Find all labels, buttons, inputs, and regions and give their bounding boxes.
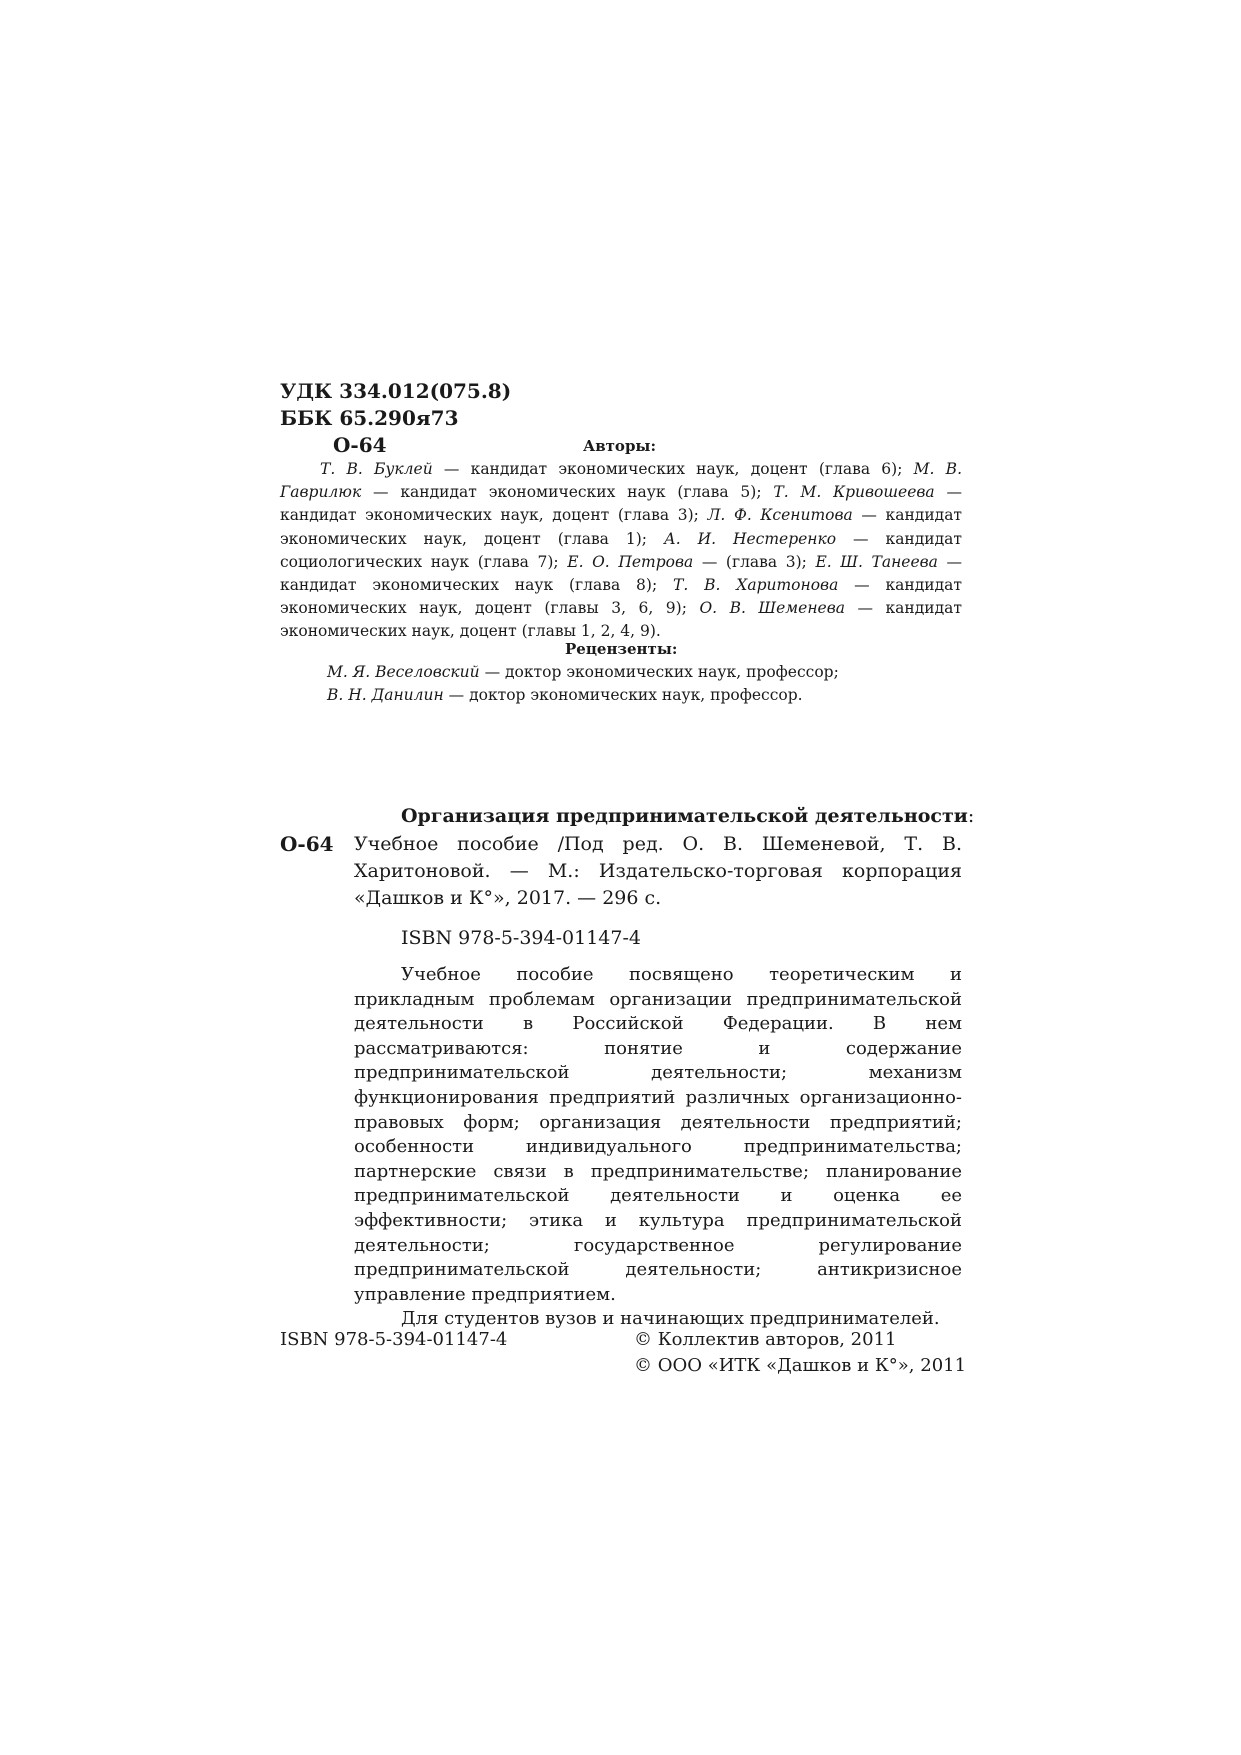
author-name: А. И. Нестеренко [663,529,837,548]
udk-code: УДК 334.012(075.8) [280,379,512,403]
author-name: Т. В. Харитонова [673,576,839,595]
author-name: Е. Ш. Танеева [815,552,938,571]
annotation [354,963,962,1332]
annotation-paragraph: Учебное пособие посвящено теоретическим и прикладным проблемам организации предпринимательской деятельности в Российской Федерации. В нем рассматриваются: понятие и содержание предпринимательской деятельности; механизм функционирования предприятий различных организационно-правовых форм; организация деятельности предприятий; особенности индивидуального предпринимательства; партнерские связи в предпринимательстве; планирование предпринимательской деятельности и оценка ее эффективности; этика и культура предпринимательской деятельности; государственное регулирование предпринимательской деятельности; антикризисное управление предприятием. [354,964,962,1305]
author-name: О. В. Шеменева [699,599,845,618]
book-title-punct: : [967,805,975,827]
author-role: — кандидат экономических наук, доцент (глава 6); [432,460,914,478]
bbk-code: ББК 65.290я73 [280,406,459,430]
book-title [401,803,974,830]
author-role: — кандидат экономических наук, доцент (глава 3); [280,483,962,525]
author-role: — кандидат экономических наук (глава 8); [280,552,963,595]
author-name: Т. М. Кривошеева [773,483,935,502]
reviewers-heading: Рецензенты: [565,640,678,658]
reviewer-role: — доктор экономических наук, профессор; [479,663,839,681]
isbn-main: ISBN 978-5-394-01147-4 [401,927,641,949]
author-name: Л. Ф. Ксенитова [707,506,853,525]
book-title-text: Организация предпринимательской деятельности [401,805,968,827]
reviewer-name: М. Я. Веселовский [327,663,480,681]
reviewer-entry [327,684,962,707]
reviewer-entry [327,661,962,684]
author-role: — кандидат экономических наук, доцент (глава 1); [280,506,963,548]
isbn-footer: ISBN 978-5-394-01147-4 [280,1329,508,1350]
authors-heading: Авторы: [583,437,657,455]
author-name: М. В. Гаврилюк [280,460,962,502]
copyright-authors: © Коллектив авторов, 2011 [634,1329,897,1350]
reviewer-name: В. Н. Данилин [327,686,444,705]
author-role: — (глава 3); [693,552,816,571]
authors-list [280,458,962,644]
author-mark: О-64 [333,433,387,457]
author-role: — кандидат экономических наук, доцент (главы 1, 2, 4, 9). [280,599,962,641]
author-name: Е. О. Петрова [567,552,694,571]
author-role: — кандидат экономических наук, доцент (главы 3, 6, 9); [280,576,962,618]
copyright-block [634,1327,966,1379]
classification-codes [280,378,511,432]
reviewers-list [280,661,962,707]
author-role: — кандидат социологических наук (глава 7); [280,529,963,571]
copyright-publisher: © ООО «ИТК «Дашков и К°», 2011 [634,1355,967,1376]
author-role: — кандидат экономических наук (глава 5); [361,483,774,502]
annotation-audience: Для студентов вузов и начинающих предпринимателей. [401,1308,940,1330]
reviewer-role: — доктор экономических наук, профессор. [443,686,803,705]
bibliography-description: Учебное пособие /Под ред. О. В. Шеменевой, Т. В. Харитоновой. — М.: Издательско-торговая корпорация «Дашков и К°», 2017. — 296 с. [354,833,962,910]
author-name: Т. В. Буклей [320,460,433,478]
bibliography-code: О-64 [280,832,334,856]
